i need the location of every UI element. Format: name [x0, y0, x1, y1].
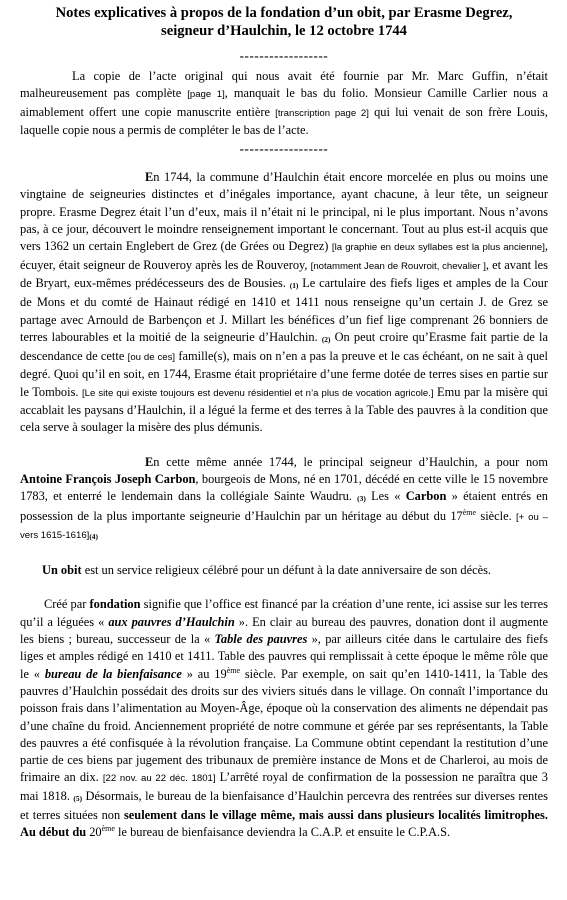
footnote-ref: (1) [289, 280, 299, 290]
quoted-term: bureau de la bienfaisance [44, 666, 182, 681]
body-text: Créé par [44, 597, 90, 612]
body-text: Le cartulaire des fiefs liges et amples de la Cour de Mons et du comté de Hainaut rédigé en 1410 et 1411 nous renseigne qu’un certain J. de Grez se partage avec Arnould de Barbençon et J. Millart les bénéfices d’un fief lige comprenant 26 bonniers de terres labourables et la moitié de la seigneurie d’Haulchin. [20, 275, 548, 344]
person-name: Antoine François Joseph Carbon [20, 471, 196, 486]
initial-letter: E [145, 170, 154, 185]
body-text: Les « [365, 489, 406, 504]
body-text: ». En clair au bureau des pauvres, donation dont il augmente les biens ; bureau, successeur de la « [20, 614, 548, 647]
paragraph-fondation [20, 596, 548, 841]
separator-rule-bottom: ------------------ [239, 141, 329, 157]
paragraph-carbon [20, 454, 548, 545]
intro-text: La copie de l’acte original qui nous avait été fournie par Mr. Marc Guffin, n’était malheureusement pas complète [20, 69, 548, 101]
intro-text: , manquait le bas du folio. Monsieur Camille Carlier nous a aimablement offert une copie manuscrite entière [20, 86, 548, 119]
body-text: », par ailleurs citée dans le cartulaire des fiefs liges et amples rédigé en 1410 et 1411. Table des pauvres qui remplissait à cette époque le même rôle que le « [20, 632, 549, 681]
footnote-ref: (4) [89, 531, 98, 541]
separator-rule-top: ------------------ [239, 48, 329, 63]
bracket-note: [la graphie en deux syllabes est la plus ancienne] [331, 242, 545, 254]
initial-letter: E [145, 454, 154, 469]
family-name: Carbon [405, 489, 447, 504]
body-text: siècle. [476, 508, 516, 523]
superscript: ème [462, 507, 477, 517]
body-text: On peut croire qu’Erasme fait partie de la descendance de cette [20, 329, 548, 364]
paragraph-obit-definition [20, 562, 548, 579]
paragraph-1744-seigneuries [20, 169, 548, 436]
body-text: , bourgeois de Mons, né en 1701, décédé en cette ville le 15 novembre 1783, et enterré le lendemain dans la collégiale Sainte Waudru. [20, 471, 548, 504]
term-fondation: fondation [89, 597, 141, 612]
bold-text: seulement dans le village même, mais aussi dans plusieurs localités limitrophes. Au début du [20, 807, 548, 840]
title-line-2: seigneur d’Haulchin, le 12 octobre 1744 [161, 23, 407, 39]
body-text: , et avant les de Bryart, eux-mêmes prédécesseurs des de Bousies. [20, 257, 548, 290]
body-text: signifie que l’office est financé par la création d’une rente, ici assise sur les terres qu’il a léguées « [20, 597, 548, 629]
bracket-note: [+ ou – vers 1615-1616] [20, 511, 549, 541]
footnote-ref: (3) [357, 494, 366, 504]
body-text: n cette même année 1744, le principal seigneur d’Haulchin, a pour nom [153, 454, 548, 469]
intro-paragraph [20, 68, 548, 139]
body-text: 20 [86, 825, 102, 840]
bracket-note: [Le site qui existe toujours est devenu résidentiel et n’a plus de vocation agricole.] [81, 387, 434, 399]
quoted-term: Table des pauvres [214, 632, 308, 647]
bracket-note: [notamment Jean de Rouvroit, chevalier ] [310, 260, 486, 272]
body-text: siècle. Par exemple, on sait qu’en 1410-1411, la Table des pauvres d’Haulchin possédait des droits sur des viviers situés dans le village. On connaît l’importance du poisson frais dans l’alimentation au Moyen-Âge, époque où la conservation des aliments ne dépendait pas d’une chaîne du froid. Anciennement propriété de notre commune et gérée par ses représentants, la Table des pauvres a été confisquée à la révolution française. La Commune obtint cependant la restitution d’une partie de ces biens par jugement des tribunaux de première instance de Mons et de Charleroi, au mois de frimaire an dix. [20, 666, 549, 785]
body-text: n 1744, la commune d’Haulchin était encore morcelée en plus ou moins une vingtaine de seigneuries distinctes et d’inégales importance, ayant chacune, à leur tête, un seigneur propre. Erasme Degrez était l’un d’eux, mais il n’était ni le principal, ni le plus important. Nous n’avons pas, à ce jour, découvert le moindre renseignement important le concernant. Tout au plus est-il acquis que vers 1362 un certain Englebert de Grez (de Grées ou Degrez) [20, 170, 548, 254]
title-line-1: Notes explicatives à propos de la fondation d’un obit, par Erasme Degrez, [55, 5, 513, 21]
bracket-note: [ou de ces] [127, 352, 176, 364]
footnote-ref: (5) [73, 793, 83, 803]
body-text: Désormais, le bureau de la bienfaisance d’Haulchin percevra des rentrées sur diverses rentes et terres situées non [20, 788, 548, 822]
document-title [20, 4, 548, 40]
bracket-note: [transcription page 2] [275, 107, 369, 119]
quoted-term: aux pauvres d’Haulchin [108, 614, 235, 629]
body-text: le bureau de bienfaisance deviendra la C.A.P. et ensuite le C.P.A.S. [114, 825, 451, 840]
body-text: L’arrêté royal de confirmation de la possession ne paraîtra que 3 mai 1818. [20, 770, 548, 803]
intro-text: qui lui venait de son frère Louis, laquelle copie nous a permis de compléter le bas de l’acte. [20, 104, 548, 137]
body-text: , écuyer, était seigneur de Rouveroy après les de Rouveroy, [20, 239, 548, 272]
footnote-ref: (2) [321, 334, 331, 344]
term-obit: Un obit [42, 563, 82, 578]
bracket-note: [22 nov. au 22 déc. 1801] [102, 773, 216, 785]
bracket-note: [page 1] [187, 89, 225, 101]
superscript: ème [101, 824, 115, 834]
body-text: » étaient entrés en possession de la plus importante seigneurie d’Haulchin par un héritage au début du 17 [20, 489, 548, 523]
body-text: est un service religieux célébré pour un défunt à la date anniversaire de son décès. [81, 563, 491, 578]
body-text: » au 19 [181, 666, 227, 681]
body-text: Emu par la misère qui accablait les paysans d’Haulchin, il a légué la ferme et des terres à la Table des pauvres à la condition que cela serve à soulager la misère des plus démunis. [20, 384, 548, 435]
superscript: ème [226, 665, 241, 675]
body-text: famille(s), mais on n’en a pas la preuve et le cas échéant, on ne sait à quel degré. Quoi qu’il en soit, en 1744, Erasme était propriétaire d’une ferme dotée de terres sises en partie sur le Tombois. [20, 349, 548, 399]
